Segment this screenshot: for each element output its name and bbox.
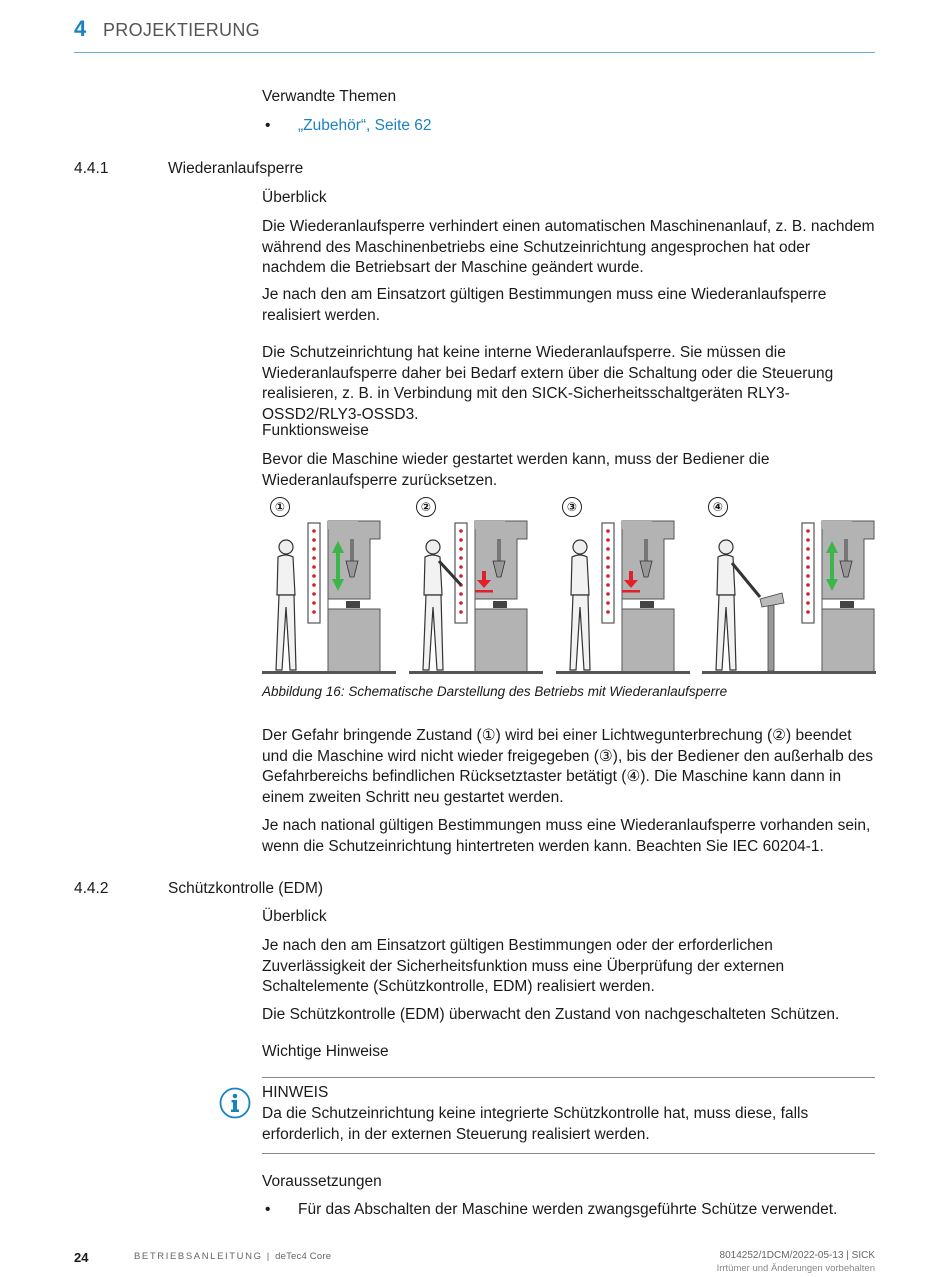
chapter-number: 4 <box>74 16 87 41</box>
note-label: HINWEIS <box>262 1084 329 1101</box>
paragraph: Die Schutzeinrichtung hat keine interne Wiederanlaufsperre. Sie müssen die Wiederanlaufsperre daher bei Bedarf extern über die Schaltung oder die Steuerung realisieren, z. B. in Verbindung mit den SICK-Sicherheitsschaltgeräten RLY3-OSSD2/RLY3-OSSD3. <box>262 344 834 423</box>
footer-doc-info: BETRIEBSANLEITUNG | deTec4 Core <box>134 1251 332 1262</box>
product-name: deTec4 Core <box>275 1251 332 1262</box>
figure-step-1 <box>262 521 396 674</box>
paragraph: Bevor die Maschine wieder gestartet werden kann, muss der Bediener die Wiederanlaufsperre zurücksetzen. <box>262 451 770 489</box>
paragraph: Die Schützkontrolle (EDM) überwacht den Zustand von nachgeschalteten Schützen. <box>262 1006 840 1023</box>
doc-id: 8014252/1DCM/2022-05-13 | SICK <box>719 1250 875 1261</box>
overview-heading: Überblick <box>262 908 327 925</box>
restart-interlock-figure <box>262 495 876 680</box>
bullet: • <box>265 1201 271 1218</box>
step-label: ④ <box>708 497 728 517</box>
paragraph: Je nach den am Einsatzort gültigen Bestimmungen muss eine Wiederanlaufsperre realisiert werden. <box>262 286 827 324</box>
info-icon <box>219 1087 251 1124</box>
prerequisites-heading: Voraussetzungen <box>262 1173 382 1190</box>
figure-caption: Abbildung 16: Schematische Darstellung des Betriebs mit Wiederanlaufsperre <box>262 684 728 699</box>
paragraph: Je nach national gültigen Bestimmungen muss eine Wiederanlaufsperre vorhanden sein, wenn die Schutzeinrichtung hintertreten werden kann. Beachten Sie IEC 60204-1. <box>262 817 871 855</box>
step-label: ③ <box>562 497 582 517</box>
chapter-title: PROJEKTIERUNG <box>103 20 260 40</box>
prerequisite-item: Für das Abschalten der Maschine werden zwangsgeführte Schütze verwendet. <box>298 1201 838 1218</box>
note-top-rule <box>262 1077 875 1078</box>
related-topics-title: Verwandte Themen <box>262 88 397 105</box>
note-bottom-rule <box>262 1153 875 1154</box>
page-number: 24 <box>74 1250 89 1265</box>
header-divider <box>74 52 875 53</box>
section-number: 4.4.2 <box>74 880 109 897</box>
section-number: 4.4.1 <box>74 160 109 177</box>
function-heading: Funktionsweise <box>262 422 369 439</box>
overview-heading: Überblick <box>262 189 327 206</box>
disclaimer: Irrtümer und Änderungen vorbehalten <box>716 1263 875 1274</box>
figure-step-2 <box>409 521 543 674</box>
bullet: • <box>265 117 271 134</box>
doc-type: BETRIEBSANLEITUNG <box>134 1251 263 1262</box>
section-title: Wiederanlaufsperre <box>168 160 304 177</box>
related-link[interactable]: „Zubehör“, Seite 62 <box>298 117 432 134</box>
paragraph: Der Gefahr bringende Zustand (①) wird bei einer Lichtwegunterbrechung (②) beendet und die Maschine wird nicht wieder freigegeben (③), bis der Bediener den außerhalb des Gefahrbereichs befindlichen Rücksetztaster betätigt (④). Die Maschine kann dann in einem zweiten Schritt neu gestartet werden. <box>262 727 873 806</box>
figure-step-3 <box>556 521 690 674</box>
figure-step-4 <box>702 521 876 674</box>
note-text: Da die Schutzeinrichtung keine integrierte Schützkontrolle hat, muss diese, falls erforderlich, in der externen Steuerung realisiert werden. <box>262 1105 809 1143</box>
notes-heading: Wichtige Hinweise <box>262 1043 389 1060</box>
section-title: Schützkontrolle (EDM) <box>168 880 324 897</box>
paragraph: Je nach den am Einsatzort gültigen Bestimmungen oder der erforderlichen Zuverlässigkeit der Sicherheitsfunktion muss eine Überprüfung der externen Schaltelemente (Schützkontrolle, EDM) realisiert werden. <box>262 937 785 995</box>
step-label: ① <box>270 497 290 517</box>
step-label: ② <box>416 497 436 517</box>
paragraph: Die Wiederanlaufsperre verhindert einen automatischen Maschinenanlauf, z. B. nachdem während des Maschinenbetriebs eine Schutzeinrichtung angesprochen hat oder nachdem die Betriebsart der Maschine geändert wurde. <box>262 218 875 276</box>
